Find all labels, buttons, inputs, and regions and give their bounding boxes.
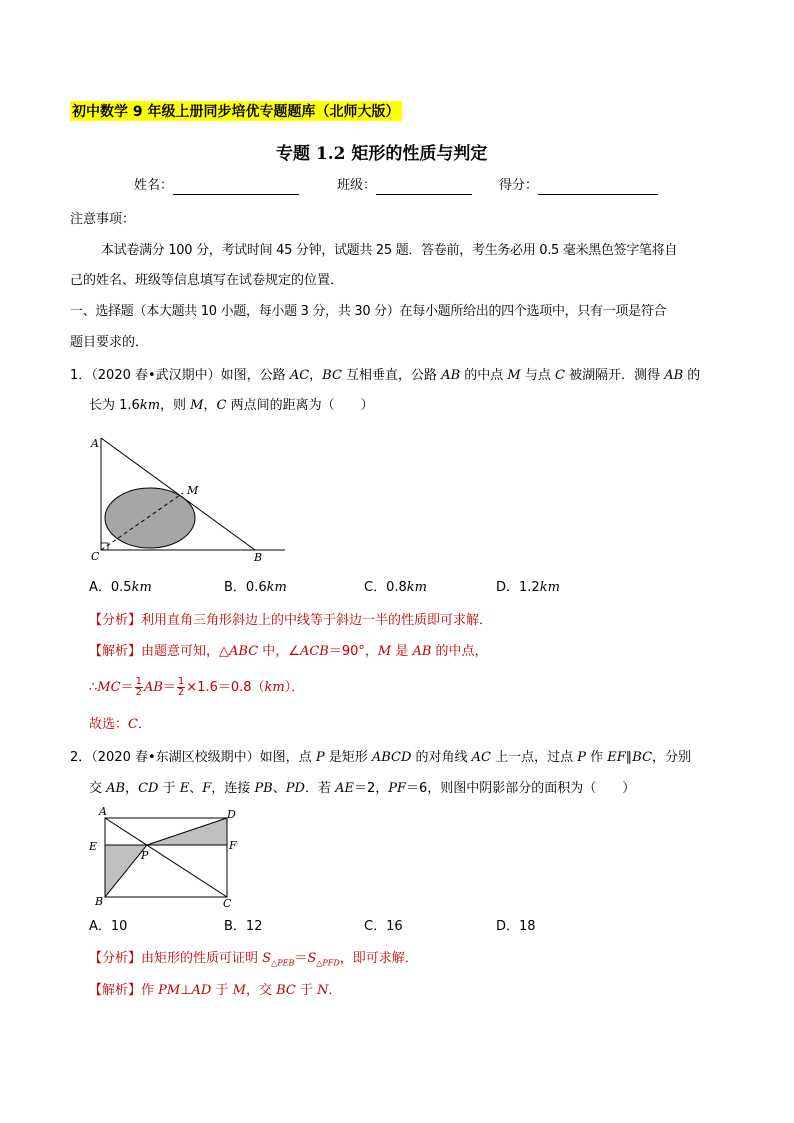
- q2-stem-line-1: 2．（2020 春•东湖区校级期中）如图，点 P 是矩形 ABCD 的对角线 AC 上一点，过点 P 作 EF∥BC，分别: [70, 750, 692, 765]
- q2-label-p: P: [141, 849, 149, 862]
- q1-analysis: 【分析】利用直角三角形斜边上的中线等于斜边一半的性质即可求解．: [89, 613, 493, 628]
- class-blank[interactable]: [376, 180, 472, 195]
- section-heading-line-2: 题目要求的．: [70, 335, 149, 350]
- score-blank[interactable]: [538, 180, 658, 195]
- page-title: 专题 1.2 矩形的性质与判定: [276, 144, 488, 164]
- q2-stem-line-2: 交 AB，CD 于 E、F，连接 PB、PD．若 AE＝2，PF＝6，则图中阴影部分的面积为（ ）: [89, 781, 636, 796]
- q2-label-d: D: [227, 808, 236, 821]
- section-heading-line-1: 一、选择题（本大题共 10 小题，每小题 3 分，共 30 分）在每小题所给出的四个选项中，只有一项是符合: [70, 304, 667, 319]
- q2-option-a[interactable]: A．10: [89, 919, 128, 934]
- q1-option-d[interactable]: D．1.2km: [496, 580, 560, 595]
- q1-stem-line-1: 1．（2020 春•武汉期中）如图，公路 AC，BC 互相垂直，公路 AB 的中点 M 与点 C 被湖隔开．测得 AB 的: [70, 368, 701, 383]
- score-field[interactable]: [499, 177, 658, 195]
- q2-analysis-tag: 【分析】: [89, 951, 142, 966]
- q2-label-a: A: [99, 805, 107, 818]
- q1-option-c[interactable]: C．0.8km: [364, 580, 427, 595]
- q1-label-b: B: [254, 551, 263, 564]
- name-field[interactable]: [134, 177, 299, 195]
- q1-solution: 【解析】由题意可知，△ABC 中，∠ACB＝90°，M 是 AB 的中点，: [89, 644, 488, 659]
- q2-label-b: B: [95, 895, 104, 908]
- q2-option-b[interactable]: B．12: [224, 919, 263, 934]
- q2-label-c: C: [223, 897, 232, 910]
- q2-solution-tag: 【解析】: [89, 983, 142, 998]
- q1-label-m: M: [187, 484, 199, 497]
- q2-solution: 【解析】作 PM⊥AD 于 M，交 BC 于 N．: [89, 983, 342, 998]
- notice-line-1: 本试卷满分 100 分，考试时间 45 分钟，试题共 25 题．答卷前，考生务必用 0.5 毫米黑色签字笔将自: [101, 243, 678, 258]
- q1-source: （2020 春•武汉期中）: [91, 368, 221, 383]
- class-field[interactable]: [337, 177, 472, 195]
- q2-analysis: 【分析】由矩形的性质可证明 $S_{\triangle PEB}=S_{\triangle PFD}$，即可求解．: [89, 951, 418, 968]
- name-blank[interactable]: [173, 180, 299, 195]
- q2-number: 2．: [70, 750, 92, 765]
- class-label: 班级：: [337, 178, 377, 193]
- q1-fraction-2: $\frac{1}{2}$: [177, 676, 185, 698]
- q1-answer: 故选：C．: [89, 717, 151, 732]
- q2-label-e: E: [89, 840, 98, 853]
- q1-stem-line-2: 长为 1.6km，则 M，C 两点间的距离为（ ）: [89, 398, 374, 413]
- q1-label-c: C: [91, 550, 100, 563]
- series-banner: 初中数学 9 年级上册同步培优专题题库（北师大版）: [70, 101, 402, 121]
- q2-source: （2020 春•东湖区校级期中）: [91, 750, 260, 765]
- q2-option-d[interactable]: D．18: [496, 919, 536, 934]
- q1-calculation: ∴MC＝ $\frac{1}{2}$ AB＝ $\frac{1}{2}$ ×1.6＝0.8（km）．: [89, 676, 305, 698]
- q1-option-b[interactable]: B．0.6km: [224, 580, 287, 595]
- name-label: 姓名：: [134, 178, 174, 193]
- q1-option-a[interactable]: A．0.5km: [89, 580, 152, 595]
- q2-option-c[interactable]: C．16: [364, 919, 403, 934]
- q1-label-a: A: [91, 437, 99, 450]
- q2-figure: [85, 805, 245, 910]
- q1-figure: [85, 430, 295, 565]
- q1-analysis-tag: 【分析】: [89, 613, 142, 628]
- notice-line-2: 己的姓名、班级等信息填写在试卷规定的位置．: [70, 273, 344, 288]
- notice-heading: 注意事项：: [70, 212, 136, 227]
- score-label: 得分：: [499, 178, 539, 193]
- q1-solution-tag: 【解析】: [89, 644, 142, 659]
- q1-lake: [105, 488, 195, 548]
- q1-number: 1．: [70, 368, 92, 383]
- q1-fraction-1: $\frac{1}{2}$: [135, 676, 142, 698]
- q2-label-f: F: [229, 839, 237, 852]
